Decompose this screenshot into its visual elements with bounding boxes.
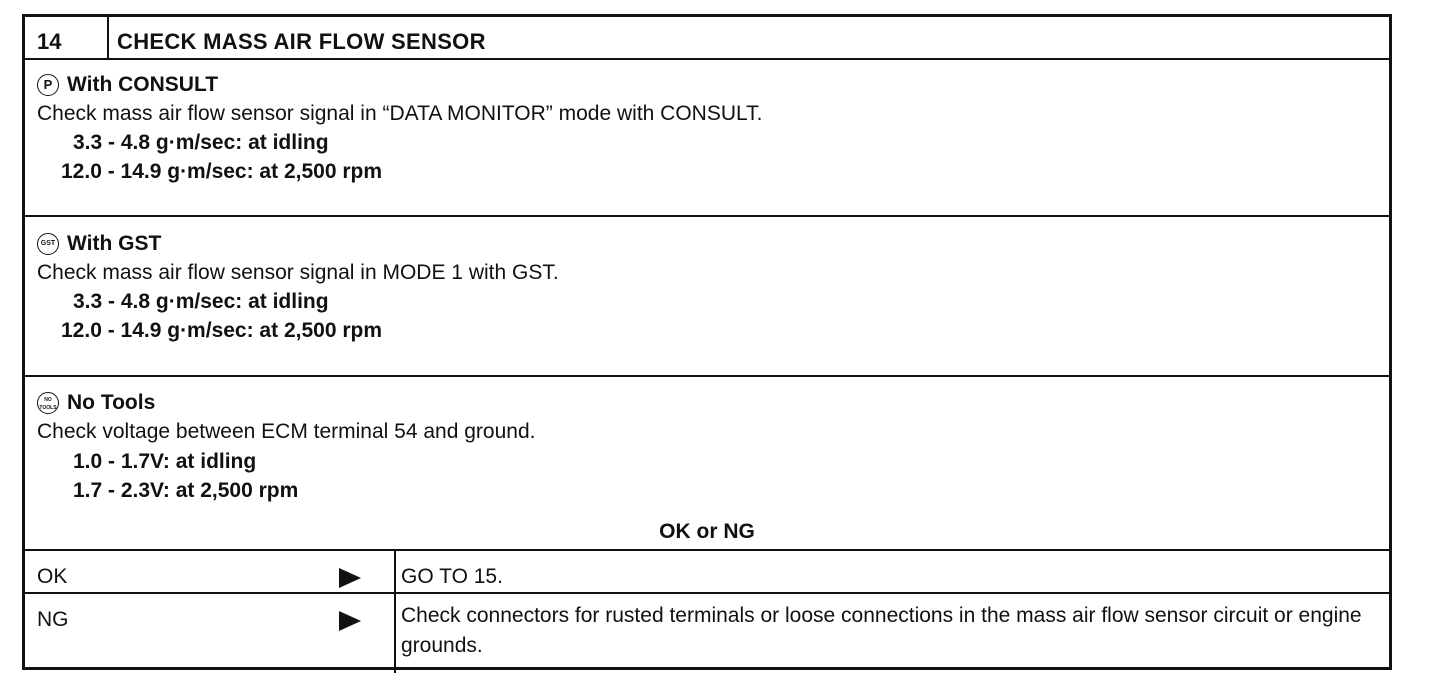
result-column-divider [394,549,396,673]
ok-row-rule [25,592,1389,594]
consult-section-heading [37,73,218,97]
no-tools-section-heading [37,391,155,415]
step-title: CHECK MASS AIR FLOW SENSOR [117,29,486,54]
gst-heading-label: With GST [67,232,162,255]
consult-instruction: Check mass air flow sensor signal in “DATA MONITOR” mode with CONSULT. [37,102,763,125]
section-rule-1 [25,215,1389,217]
step-number: 14 [37,29,62,54]
consult-spec-2500: 12.0 - 14.9 g·m/sec: at 2,500 rpm [61,160,382,183]
no-tools-icon: NO TOOLS [37,392,59,414]
result-rule [25,549,1389,551]
header-divider [107,17,109,59]
no-tools-spec-2500: 1.7 - 2.3V: at 2,500 rpm [73,479,299,502]
ok-label: OK [37,565,68,588]
consult-heading-label: With CONSULT [67,73,219,96]
consult-icon: P [37,74,59,96]
no-tools-heading-label: No Tools [67,391,156,414]
inspection-table [22,14,1392,670]
gst-spec-idle: 3.3 - 4.8 g·m/sec: at idling [73,290,329,313]
gst-spec-2500: 12.0 - 14.9 g·m/sec: at 2,500 rpm [61,319,382,342]
ok-arrow-icon [339,568,361,588]
gst-section-heading [37,232,161,256]
no-tools-instruction: Check voltage between ECM terminal 54 and ground. [37,420,536,443]
section-rule-2 [25,375,1389,377]
ng-label: NG [37,608,69,631]
no-tools-spec-idle: 1.0 - 1.7V: at idling [73,450,257,473]
consult-spec-idle: 3.3 - 4.8 g·m/sec: at idling [73,131,329,154]
ng-action: Check connectors for rusted terminals or loose connections in the mass air flow sensor circuit or engine grounds. [401,604,1362,657]
result-label: OK or NG [659,520,755,543]
ok-action: GO TO 15. [401,565,503,588]
ng-arrow-icon [339,611,361,631]
gst-icon: GST [37,233,59,255]
header-rule [25,58,1389,60]
gst-instruction: Check mass air flow sensor signal in MODE 1 with GST. [37,261,559,284]
